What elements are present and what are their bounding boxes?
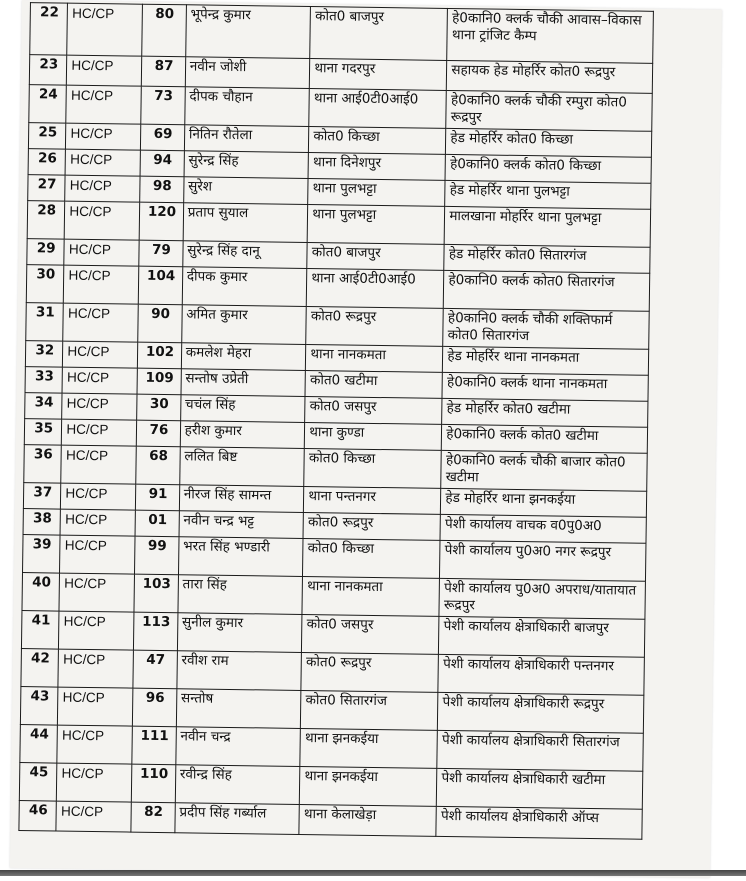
rank-cell: HC/CP	[56, 801, 131, 832]
employee-name-cell: रवीश राम	[177, 651, 302, 691]
rank-cell: HC/CP	[62, 393, 137, 420]
serial-number-cell: 37	[23, 483, 61, 510]
serial-number-cell: 46	[19, 801, 57, 832]
badge-number-cell: 76	[136, 420, 180, 447]
badge-number-cell: 96	[132, 688, 176, 727]
rank-cell: HC/CP	[67, 55, 142, 86]
new-posting-cell: पेशी कार्यालय क्षेत्राधिकारी सितारगंज	[437, 730, 643, 771]
badge-number-cell: 109	[137, 368, 181, 395]
employee-name-cell: चचंल सिंह	[180, 395, 305, 423]
current-posting-cell: कोत0 जसपुर	[302, 614, 440, 654]
rank-cell: HC/CP	[63, 341, 138, 368]
new-posting-cell: हेड मोहर्रिर थाना झनकईया	[441, 488, 647, 517]
new-posting-cell: पेशी कार्यालय पु0अ0 नगर रूद्रपुर	[440, 540, 646, 581]
new-posting-cell: हे0कानि0 क्लर्क कोत0 किच्छा	[445, 154, 651, 183]
employee-name-cell: हरीश कुमार	[180, 421, 305, 449]
serial-number-cell: 31	[26, 303, 64, 342]
badge-number-cell: 91	[136, 484, 180, 511]
table-body	[19, 3, 654, 840]
badge-number-cell: 99	[135, 536, 179, 575]
serial-number-cell: 24	[29, 85, 67, 124]
badge-number-cell: 30	[137, 394, 181, 421]
badge-number-cell: 94	[140, 150, 184, 177]
current-posting-cell: थाना झनकईया	[300, 766, 438, 806]
serial-number-cell: 33	[25, 367, 63, 394]
current-posting-cell: थाना झनकईया	[300, 728, 438, 768]
new-posting-cell: हे0कानि0 क्लर्क कोत0 सितारगंज	[444, 270, 650, 311]
rank-cell: HC/CP	[60, 509, 135, 536]
serial-number-cell: 45	[19, 763, 57, 802]
new-posting-cell: हे0कानि0 क्लर्क थाना नानकमता	[442, 372, 648, 401]
new-posting-cell: हेड मोहर्रिर कोत0 किच्छा	[446, 128, 652, 157]
employee-name-cell: कमलेश मेहरा	[181, 343, 306, 371]
rank-cell: HC/CP	[64, 239, 139, 266]
employee-name-cell: नवीन चन्द्र	[176, 727, 301, 767]
serial-number-cell: 41	[21, 611, 59, 650]
rank-cell: HC/CP	[67, 3, 142, 56]
serial-number-cell: 23	[29, 55, 67, 86]
serial-number-cell: 32	[25, 341, 63, 368]
employee-name-cell: दीपक चौहान	[185, 87, 310, 127]
current-posting-cell: थाना आई0टी0आई0	[309, 89, 447, 129]
serial-number-cell: 22	[30, 3, 68, 56]
new-posting-cell: पेशी कार्यालय क्षेत्राधिकारी ऑप्स	[436, 806, 642, 839]
rank-cell: HC/CP	[62, 367, 137, 394]
rank-cell: HC/CP	[66, 123, 141, 150]
badge-number-cell: 110	[131, 764, 175, 803]
employee-name-cell: सुनील कुमार	[177, 613, 302, 653]
rank-cell: HC/CP	[60, 535, 135, 574]
current-posting-cell: कोत0 बाजपुर	[310, 7, 448, 61]
employee-name-cell: सुरेन्द्र सिंह दानू	[183, 241, 308, 269]
employee-name-cell: ललित बिष्ट	[179, 447, 304, 487]
rank-cell: HC/CP	[61, 445, 136, 484]
employee-name-cell: अमित कुमार	[181, 305, 306, 345]
employee-name-cell: दीपक कुमार	[182, 267, 307, 307]
current-posting-cell: कोत0 किच्छा	[309, 127, 446, 155]
badge-number-cell: 103	[134, 574, 178, 613]
serial-number-cell: 36	[24, 445, 62, 484]
new-posting-cell: पेशी कार्यालय क्षेत्राधिकारी पन्तनगर	[438, 654, 644, 695]
employee-name-cell: सुरेश	[183, 177, 308, 205]
badge-number-cell: 82	[131, 802, 175, 833]
employee-name-cell: रवीन्द्र सिंह	[175, 765, 300, 805]
new-posting-cell: पेशी कार्यालय क्षेत्राधिकारी खटीमा	[437, 768, 643, 809]
current-posting-cell: थाना पुलभट्टा	[308, 179, 445, 207]
employee-name-cell: सन्तोष उप्रेती	[181, 369, 306, 397]
current-posting-cell: कोत0 रूद्रपुर	[306, 307, 444, 347]
badge-number-cell: 68	[136, 446, 180, 485]
current-posting-cell: थाना नानकमता	[306, 344, 443, 372]
serial-number-cell: 43	[20, 687, 58, 726]
current-posting-cell: कोत0 बाजपुर	[307, 243, 444, 271]
table-row	[30, 3, 654, 64]
badge-number-cell: 98	[140, 176, 184, 203]
current-posting-cell: कोत0 किच्छा	[304, 448, 442, 488]
rank-cell: HC/CP	[63, 303, 138, 342]
badge-number-cell: 111	[132, 726, 176, 765]
employee-name-cell: नीरज सिंह सामन्त	[179, 485, 304, 513]
employee-name-cell: प्रताप सुयाल	[183, 203, 308, 243]
current-posting-cell: थाना पुलभट्टा	[307, 205, 445, 245]
current-posting-cell: थाना पन्तनगर	[304, 486, 441, 514]
badge-number-cell: 01	[135, 510, 179, 537]
rank-cell: HC/CP	[58, 649, 133, 688]
rank-cell: HC/CP	[65, 175, 140, 202]
document-page	[10, 0, 722, 878]
serial-number-cell: 26	[28, 149, 66, 176]
current-posting-cell: थाना गदरपुर	[310, 59, 447, 91]
rank-cell: HC/CP	[64, 265, 139, 304]
badge-number-cell: 120	[139, 202, 183, 241]
serial-number-cell: 30	[26, 265, 64, 304]
new-posting-cell: हे0कानि0 क्लर्क चौकी शक्तिफार्म कोत0 सितारगंज	[443, 308, 649, 349]
employee-name-cell: प्रदीप सिंह गर्ब्याल	[175, 803, 300, 835]
current-posting-cell: कोत0 किच्छा	[303, 538, 441, 578]
serial-number-cell: 35	[24, 419, 62, 446]
employee-name-cell: तारा सिंह	[178, 575, 303, 615]
new-posting-cell: पेशी कार्यालय पु0अ0 अपराध/यातायात रूद्रपुर	[439, 578, 645, 619]
current-posting-cell: कोत0 रूद्रपुर	[301, 652, 439, 692]
current-posting-cell: थाना कुण्डा	[305, 422, 442, 450]
current-posting-cell: थाना नानकमता	[302, 576, 440, 616]
new-posting-cell: पेशी कार्यालय क्षेत्राधिकारी बाजपुर	[439, 616, 645, 657]
current-posting-cell: कोत0 सितारगंज	[301, 690, 439, 730]
new-posting-cell: पेशी कार्यालय वाचक व0पु0अ0	[440, 514, 646, 543]
rank-cell: HC/CP	[66, 85, 141, 124]
employee-name-cell: नितिन रौतेला	[184, 125, 309, 153]
badge-number-cell: 104	[138, 266, 182, 305]
badge-number-cell: 90	[138, 304, 182, 343]
badge-number-cell: 80	[142, 4, 186, 57]
badge-number-cell: 79	[139, 240, 183, 267]
new-posting-cell: मालखाना मोहर्रिर थाना पुलभट्टा	[445, 206, 651, 247]
rank-cell: HC/CP	[62, 419, 137, 446]
new-posting-cell: हेड मोहर्रिर कोत0 सितारगंज	[444, 244, 650, 273]
rank-cell: HC/CP	[57, 725, 132, 764]
current-posting-cell: कोत0 रूद्रपुर	[303, 512, 440, 540]
new-posting-cell: हेड मोहर्रिर कोत0 खटीमा	[442, 398, 648, 427]
new-posting-cell: हे0कानि0 क्लर्क कोत0 खटीमा	[442, 424, 648, 453]
badge-number-cell: 69	[141, 124, 185, 151]
employee-name-cell: सुरेन्द्र सिंह	[184, 151, 309, 179]
serial-number-cell: 42	[21, 649, 59, 688]
new-posting-cell: सहायक हेड मोहर्रिर कोत0 रूद्रपुर	[447, 60, 653, 93]
new-posting-cell: हे0कानि0 क्लर्क चौकी आवास–विकास थाना ट्रांजिट कैम्प	[447, 8, 653, 63]
new-posting-cell: हेड मोहर्रिर थाना नानकमता	[443, 346, 649, 375]
serial-number-cell: 29	[27, 239, 65, 266]
serial-number-cell: 40	[22, 573, 60, 612]
current-posting-cell: कोत0 जसपुर	[305, 396, 442, 424]
rank-cell: HC/CP	[58, 687, 133, 726]
serial-number-cell: 34	[25, 393, 63, 420]
new-posting-cell: हे0कानि0 क्लर्क चौकी रम्पुरा कोत0 रूद्रपुर	[446, 90, 652, 131]
serial-number-cell: 38	[23, 509, 61, 536]
current-posting-cell: कोत0 खटीमा	[305, 370, 442, 398]
badge-number-cell: 47	[133, 650, 177, 689]
employee-name-cell: नवीन जोशी	[185, 57, 310, 89]
employee-name-cell: सन्तोष	[176, 689, 301, 729]
badge-number-cell: 87	[141, 56, 185, 87]
serial-number-cell: 28	[27, 201, 65, 240]
serial-number-cell: 25	[28, 123, 66, 150]
current-posting-cell: थाना आई0टी0आई0	[307, 269, 445, 309]
employee-name-cell: भरत सिंह भण्डारी	[178, 537, 303, 577]
employee-name-cell: नवीन चन्द्र भट्ट	[179, 511, 304, 539]
badge-number-cell: 102	[137, 342, 181, 369]
rank-cell: HC/CP	[61, 483, 136, 510]
current-posting-cell: थाना दिनेशपुर	[308, 153, 445, 181]
current-posting-cell: थाना केलाखेड़ा	[299, 804, 436, 836]
employee-name-cell: भूपेन्द्र कुमार	[185, 5, 310, 59]
rank-cell: HC/CP	[65, 149, 140, 176]
new-posting-cell: पेशी कार्यालय क्षेत्राधिकारी रूद्रपुर	[438, 692, 644, 733]
personnel-transfer-table	[18, 2, 654, 840]
rank-cell: HC/CP	[59, 573, 134, 612]
badge-number-cell: 73	[141, 86, 185, 125]
new-posting-cell: हे0कानि0 क्लर्क चौकी बाजार कोत0 खटीमा	[441, 450, 647, 491]
serial-number-cell: 27	[28, 175, 66, 202]
badge-number-cell: 113	[134, 612, 178, 651]
rank-cell: HC/CP	[59, 611, 134, 650]
page-bottom-edge	[0, 870, 746, 876]
new-posting-cell: हेड मोहर्रिर थाना पुलभट्टा	[445, 180, 651, 209]
serial-number-cell: 39	[23, 535, 61, 574]
serial-number-cell: 44	[20, 725, 58, 764]
rank-cell: HC/CP	[65, 201, 140, 240]
rank-cell: HC/CP	[57, 763, 132, 802]
